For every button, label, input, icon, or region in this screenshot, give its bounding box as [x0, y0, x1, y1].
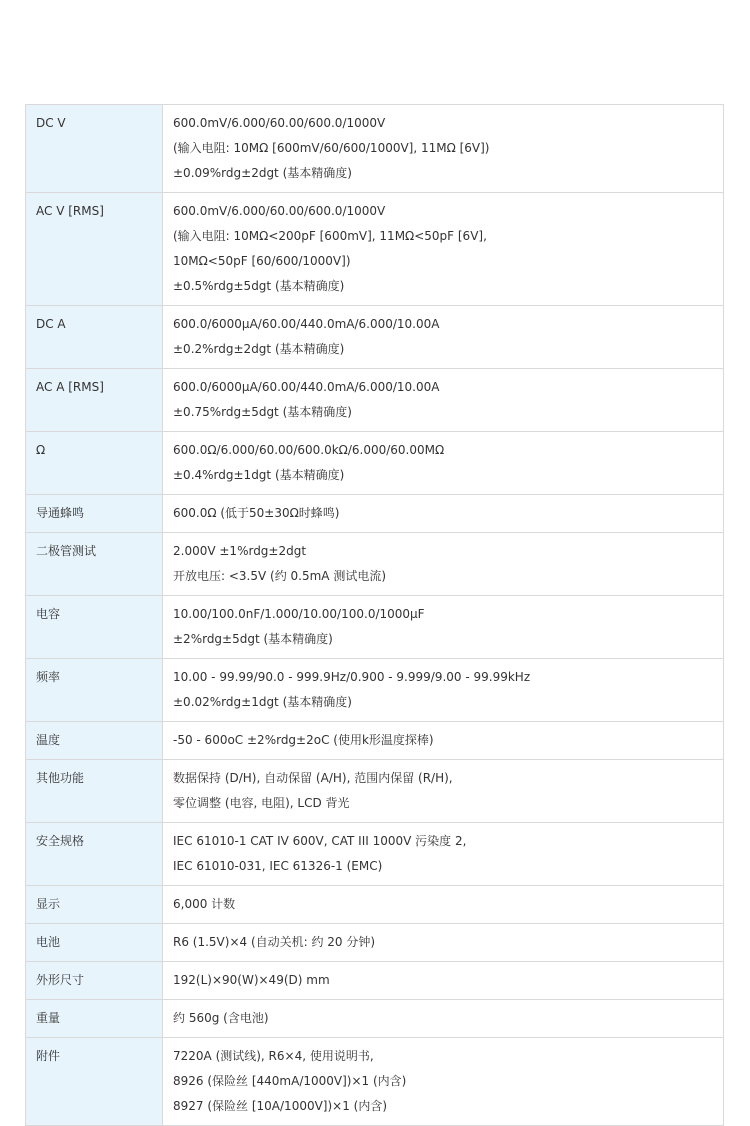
spec-value-line: R6 (1.5V)×4 (自动关机: 约 20 分钟) [173, 935, 376, 949]
spec-row [26, 193, 724, 306]
spec-row [26, 886, 724, 924]
spec-label: 安全规格 [26, 823, 163, 886]
spec-value-line: 数据保持 (D/H), 自动保留 (A/H), 范围内保留 (R/H), [173, 771, 453, 785]
spec-value-line: 600.0mV/6.000/60.00/600.0/1000V [173, 116, 386, 130]
spec-label: AC A [RMS] [26, 369, 163, 432]
spec-table [25, 104, 724, 1126]
spec-value [163, 924, 724, 962]
spec-value [163, 1038, 724, 1126]
spec-value [163, 306, 724, 369]
spec-label: Ω [26, 432, 163, 495]
spec-value [163, 1000, 724, 1038]
spec-value-line: 192(L)×90(W)×49(D) mm [173, 973, 330, 987]
spec-label: 外形尺寸 [26, 962, 163, 1000]
spec-row [26, 823, 724, 886]
spec-value-line: 2.000V ±1%rdg±2dgt [173, 544, 307, 558]
spec-row [26, 1038, 724, 1126]
spec-value-line: 7220A (测试线), R6×4, 使用说明书, [173, 1049, 374, 1063]
spec-label: 其他功能 [26, 760, 163, 823]
spec-label: 重量 [26, 1000, 163, 1038]
spec-row [26, 596, 724, 659]
spec-row [26, 495, 724, 533]
spec-value-line: 开放电压: <3.5V (约 0.5mA 测试电流) [173, 569, 386, 583]
spec-value-line: ±0.4%rdg±1dgt (基本精确度) [173, 468, 345, 482]
spec-row [26, 306, 724, 369]
spec-value-line: ±0.5%rdg±5dgt (基本精确度) [173, 279, 345, 293]
spec-value [163, 823, 724, 886]
spec-row [26, 369, 724, 432]
spec-value-line: ±0.2%rdg±2dgt (基本精确度) [173, 342, 345, 356]
spec-label: 显示 [26, 886, 163, 924]
spec-label: 频率 [26, 659, 163, 722]
spec-row [26, 924, 724, 962]
spec-value-line: 600.0mV/6.000/60.00/600.0/1000V [173, 204, 386, 218]
spec-value [163, 722, 724, 760]
spec-value-line: ±0.09%rdg±2dgt (基本精确度) [173, 166, 352, 180]
spec-row [26, 533, 724, 596]
spec-value-line: 600.0/6000μA/60.00/440.0mA/6.000/10.00A [173, 380, 440, 394]
spec-value [163, 369, 724, 432]
spec-row [26, 105, 724, 193]
spec-value-line: IEC 61010-1 CAT IV 600V, CAT III 1000V 污染度 2, [173, 834, 467, 848]
spec-row [26, 1000, 724, 1038]
spec-value-line: (输入电阻: 10MΩ [600mV/60/600/1000V], 11MΩ [6V]) [173, 141, 490, 155]
spec-value-line: ±0.02%rdg±1dgt (基本精确度) [173, 695, 352, 709]
spec-value-line: 600.0Ω/6.000/60.00/600.0kΩ/6.000/60.00MΩ [173, 443, 445, 457]
spec-value-line: 600.0/6000μA/60.00/440.0mA/6.000/10.00A [173, 317, 440, 331]
spec-value-line: 8926 (保险丝 [440mA/1000V])×1 (内含) [173, 1074, 407, 1088]
spec-value [163, 432, 724, 495]
spec-row [26, 962, 724, 1000]
spec-label: 二极管测试 [26, 533, 163, 596]
spec-value [163, 193, 724, 306]
spec-value-line: 零位调整 (电容, 电阻), LCD 背光 [173, 796, 350, 810]
spec-row [26, 760, 724, 823]
spec-label: 导通蜂鸣 [26, 495, 163, 533]
spec-value-line: ±0.75%rdg±5dgt (基本精确度) [173, 405, 352, 419]
spec-value-line: 10.00/100.0nF/1.000/10.00/100.0/1000μF [173, 607, 425, 621]
spec-value-line: 6,000 计数 [173, 897, 236, 911]
spec-value-line: 10MΩ<50pF [60/600/1000V]) [173, 254, 351, 268]
spec-value [163, 760, 724, 823]
spec-value [163, 962, 724, 1000]
spec-value [163, 495, 724, 533]
spec-value-line: 10.00 - 99.99/90.0 - 999.9Hz/0.900 - 9.999/9.00 - 99.99kHz [173, 670, 531, 684]
spec-table-body [26, 105, 724, 1126]
spec-label: DC A [26, 306, 163, 369]
spec-value [163, 659, 724, 722]
spec-row [26, 432, 724, 495]
spec-label: 电池 [26, 924, 163, 962]
spec-value-line: 600.0Ω (低于50±30Ω时蜂鸣) [173, 506, 340, 520]
spec-label: 温度 [26, 722, 163, 760]
spec-row [26, 659, 724, 722]
spec-value [163, 596, 724, 659]
spec-value-line: (输入电阻: 10MΩ<200pF [600mV], 11MΩ<50pF [6V], [173, 229, 487, 243]
spec-label: DC V [26, 105, 163, 193]
spec-value-line: IEC 61010-031, IEC 61326-1 (EMC) [173, 859, 383, 873]
spec-value [163, 533, 724, 596]
spec-value [163, 886, 724, 924]
spec-label: 附件 [26, 1038, 163, 1126]
spec-label: AC V [RMS] [26, 193, 163, 306]
spec-value-line: ±2%rdg±5dgt (基本精确度) [173, 632, 333, 646]
spec-value-line: 约 560g (含电池) [173, 1011, 269, 1025]
spec-value-line: 8927 (保险丝 [10A/1000V])×1 (内含) [173, 1099, 388, 1113]
spec-value-line: -50 - 600oC ±2%rdg±2oC (使用k形温度探棒) [173, 733, 434, 747]
spec-label: 电容 [26, 596, 163, 659]
spec-row [26, 722, 724, 760]
spec-value [163, 105, 724, 193]
